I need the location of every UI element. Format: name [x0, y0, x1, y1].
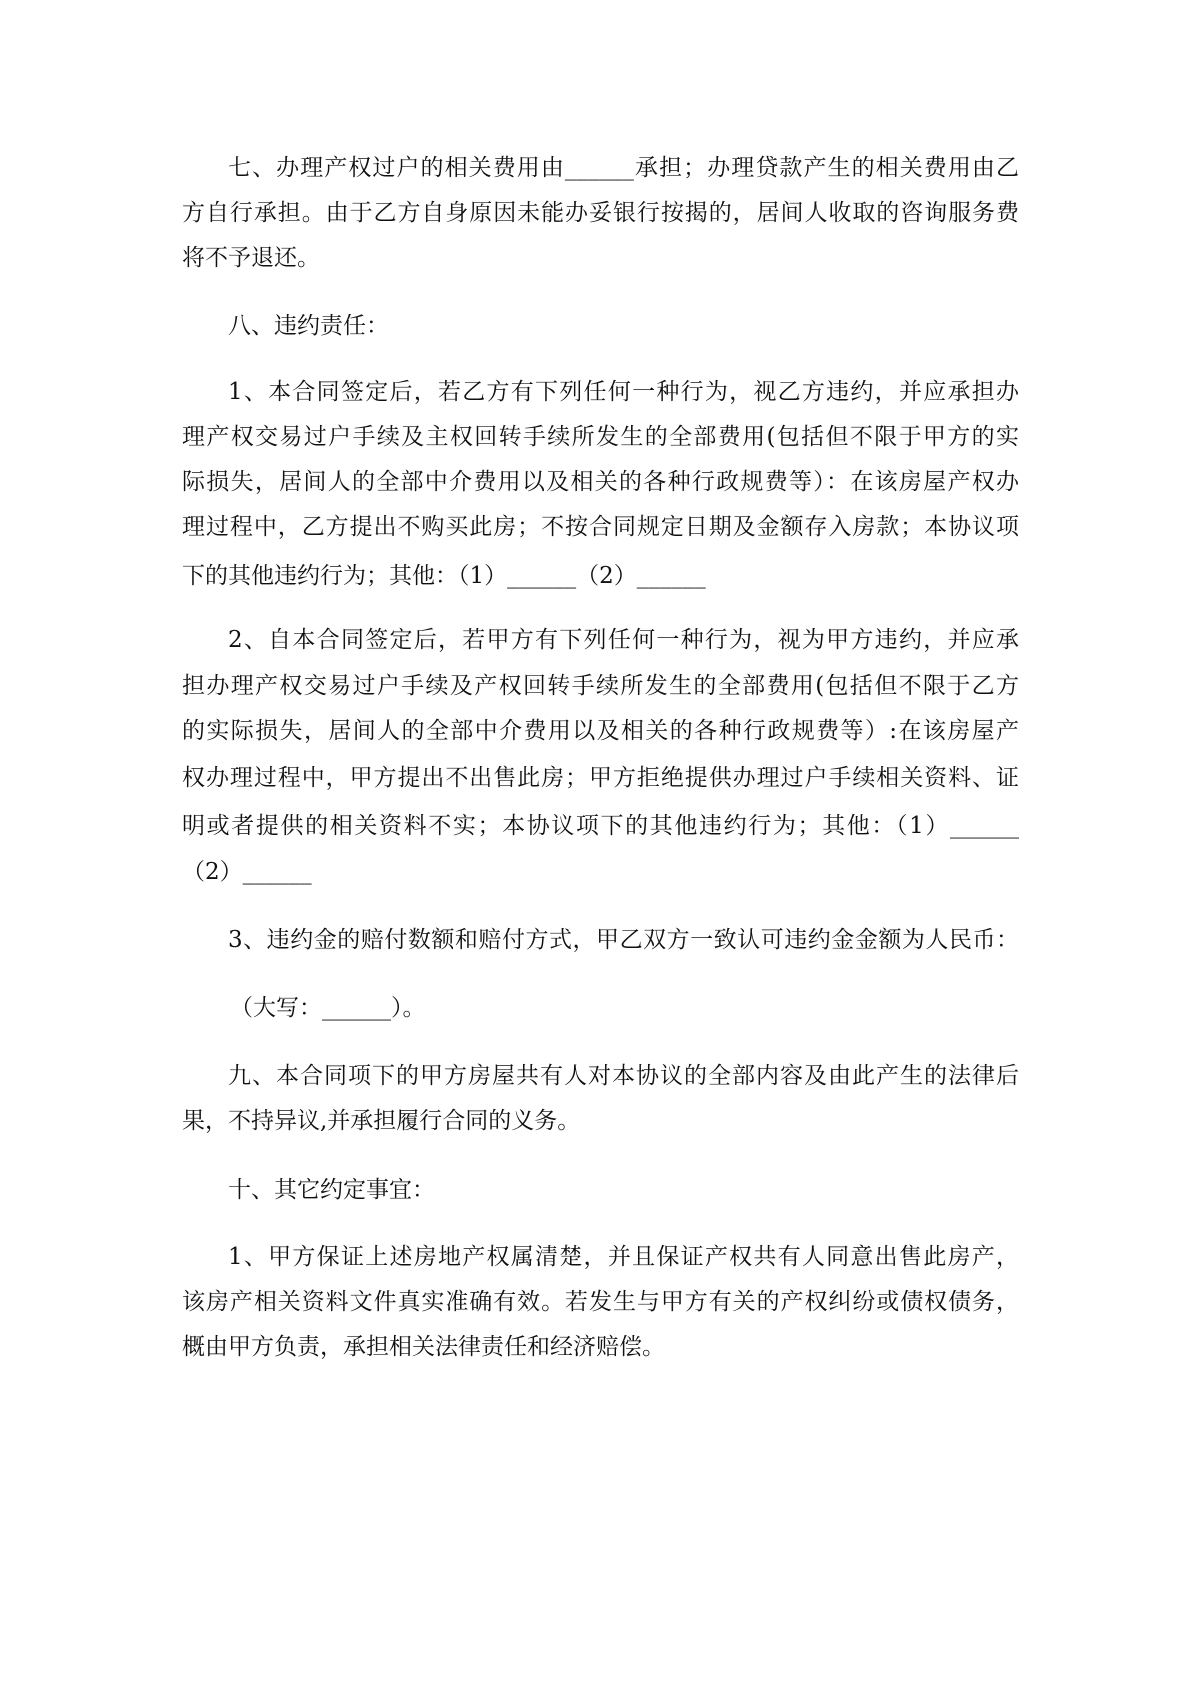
text-line: 际损失，居间人的全部中介费用以及相关的各种行政规费等）：在该房屋产权办: [182, 469, 1019, 495]
text-line: 权办理过程中，甲方提出不出售此房；甲方拒绝提供办理过户手续相关资料、证: [182, 765, 1019, 791]
text-line: 1、甲方保证上述房地产权属清楚，并且保证产权共有人同意出售此房产，: [228, 1244, 1019, 1270]
text-line: 理过程中，乙方提出不购买此房；不按合同规定日期及金额存入房款；本协议项: [182, 514, 1019, 540]
text-line: 2、自本合同签定后，若甲方有下列任何一种行为，视为甲方违约，并应承: [228, 627, 1019, 653]
text-line: 果，不持异议,并承担履行合同的义务。: [182, 1108, 581, 1134]
text-line: 九、本合同项下的甲方房屋共有人对本协议的全部内容及由此产生的法律后: [228, 1063, 1019, 1089]
section-10-heading: 十、其它约定事宜：: [228, 1177, 435, 1203]
text-line: 担办理产权交易过户手续及产权回转手续所发生的全部费用(包括但不限于乙方: [182, 673, 1019, 699]
amount-in-words-line: （大写：______）。: [230, 995, 426, 1021]
text-line: 方自行承担。由于乙方自身原因未能办妥银行按揭的，居间人收取的咨询服务费: [182, 200, 1019, 226]
text-line: 下的其他违约行为；其他：（1）______（2）______: [182, 563, 706, 589]
section-8-heading: 八、违约责任：: [228, 313, 389, 339]
text-line: 七、办理产权过户的相关费用由______承担；办理贷款产生的相关费用由乙: [228, 155, 1019, 181]
text-line: 概由甲方负责，承担相关法律责任和经济赔偿。: [182, 1334, 665, 1360]
text-line: 该房产相关资料文件真实准确有效。若发生与甲方有关的产权纠纷或债权债务，: [182, 1289, 1019, 1315]
text-line: 的实际损失，居间人的全部中介费用以及相关的各种行政规费等）:在该房屋产: [182, 718, 1019, 744]
text-line: 理产权交易过户手续及主权回转手续所发生的全部费用(包括但不限于甲方的实: [182, 424, 1019, 450]
text-line: 1、本合同签定后，若乙方有下列任何一种行为，视乙方违约，并应承担办: [228, 379, 1019, 405]
text-line: 明或者提供的相关资料不实；本协议项下的其他违约行为；其他：（1）______: [182, 813, 1019, 839]
text-line: （2）______: [182, 859, 312, 885]
text-line: 将不予退还。: [182, 245, 320, 271]
clause-8-3-paragraph: 3、违约金的赔付数额和赔付方式，甲乙双方一致认可违约金金额为人民币：: [228, 927, 1019, 953]
